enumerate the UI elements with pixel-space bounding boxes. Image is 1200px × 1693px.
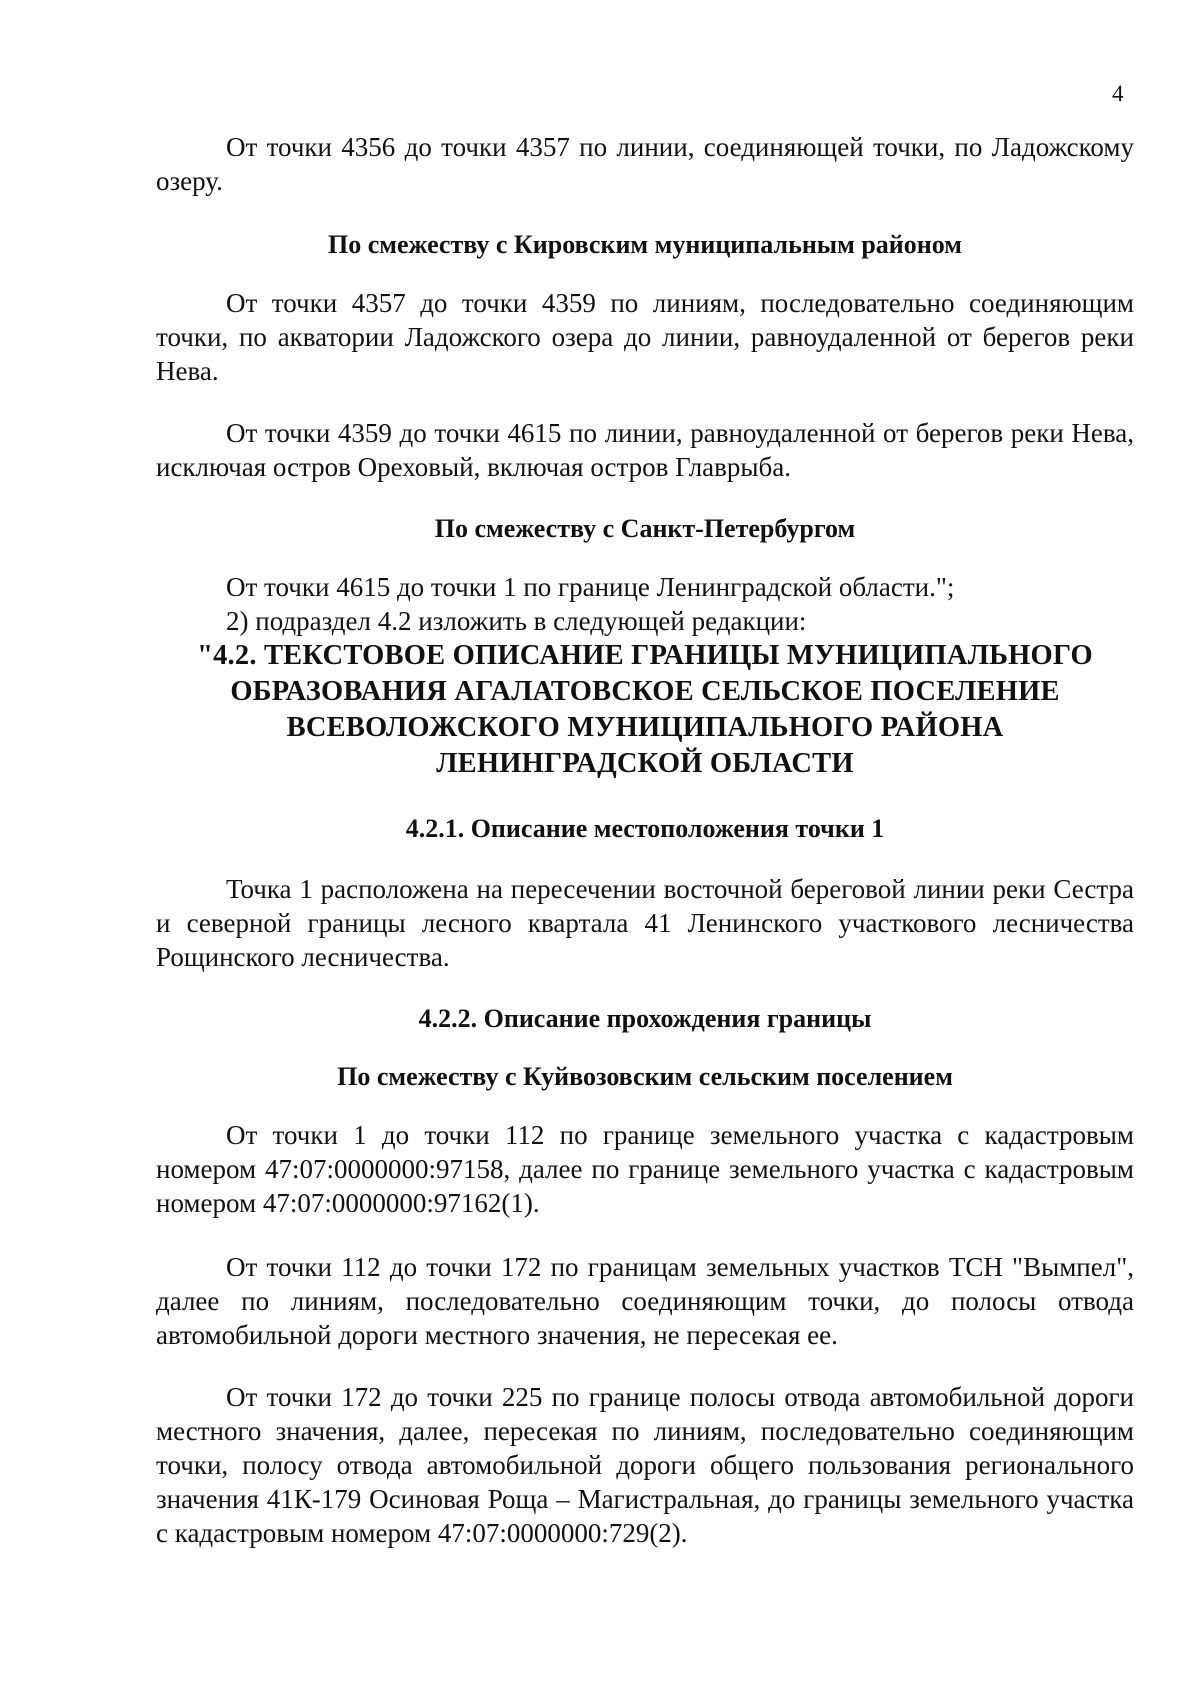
section-title (156, 638, 1134, 782)
paragraph-6: Точка 1 расположена на пересечении восточной береговой линии реки Сестра и северной границы лесного квартала 41 Ленинского участкового лесничества Рощинского лесничества. (156, 874, 1134, 972)
paragraph-4: От точки 4615 до точки 1 по границе Ленинградской области."; (226, 572, 955, 602)
page-number: 4 (1112, 81, 1124, 106)
paragraph-2: От точки 4357 до точки 4359 по линиям, последовательно соединяющим точки, по акватории Ладожского озера до линии, равноудаленной от берегов реки Нева. (156, 288, 1134, 386)
paragraph-5: 2) подраздел 4.2 изложить в следующей редакции: (226, 606, 807, 636)
heading-kirovsky: По смежеству с Кировским муниципальным районом (328, 230, 962, 259)
paragraph-1: От точки 4356 до точки 4357 по линии, соединяющей точки, по Ладожскому озеру. (156, 132, 1134, 196)
section-title-line-2: ОБРАЗОВАНИЯ АГАЛАТОВСКОЕ СЕЛЬСКОЕ ПОСЕЛЕНИЕ (230, 676, 1060, 707)
heading-spb: По смежеству с Санкт-Петербургом (434, 514, 856, 543)
paragraph-3: От точки 4359 до точки 4615 по линии, равноудаленной от берегов реки Нева, исключая остров Ореховый, включая остров Главрыба. (156, 418, 1134, 482)
section-title-line-3: ВСЕВОЛОЖСКОГО МУНИЦИПАЛЬНОГО РАЙОНА (286, 712, 1004, 743)
section-title-line-4: ЛЕНИНГРАДСКОЙ ОБЛАСТИ (436, 748, 854, 779)
heading-kuyvozovsky: По смежеству с Куйвозовским сельским поселением (337, 1062, 953, 1091)
paragraph-7: От точки 1 до точки 112 по границе земельного участка с кадастровым номером 47:07:0000000:97158, далее по границе земельного участка с кадастровым номером 47:07:0000000:97162(1). (156, 1120, 1134, 1218)
paragraph-8: От точки 112 до точки 172 по границам земельных участков ТСН "Вымпел", далее по линиям, последовательно соединяющим точки, до полосы отвода автомобильной дороги местного значения, не пересекая ее. (156, 1252, 1134, 1350)
paragraph-9: От точки 172 до точки 225 по границе полосы отвода автомобильной дороги местного значения, далее, пересекая по линиям, последовательно соединяющим точки, полосу отвода автомобильной дороги общего пользования регионального значения 41К-179 Осиновая Роща – Магистральная, до границы земельного участка с кадастровым номером 47:07:0000000:729(2). (156, 1382, 1134, 1548)
document-body (156, 130, 1134, 1550)
section-title-line-1: "4.2. ТЕКСТОВОЕ ОПИСАНИЕ ГРАНИЦЫ МУНИЦИПАЛЬНОГО (197, 640, 1093, 671)
heading-4-2-1: 4.2.1. Описание местоположения точки 1 (405, 814, 885, 843)
heading-4-2-2: 4.2.2. Описание прохождения границы (418, 1004, 872, 1033)
